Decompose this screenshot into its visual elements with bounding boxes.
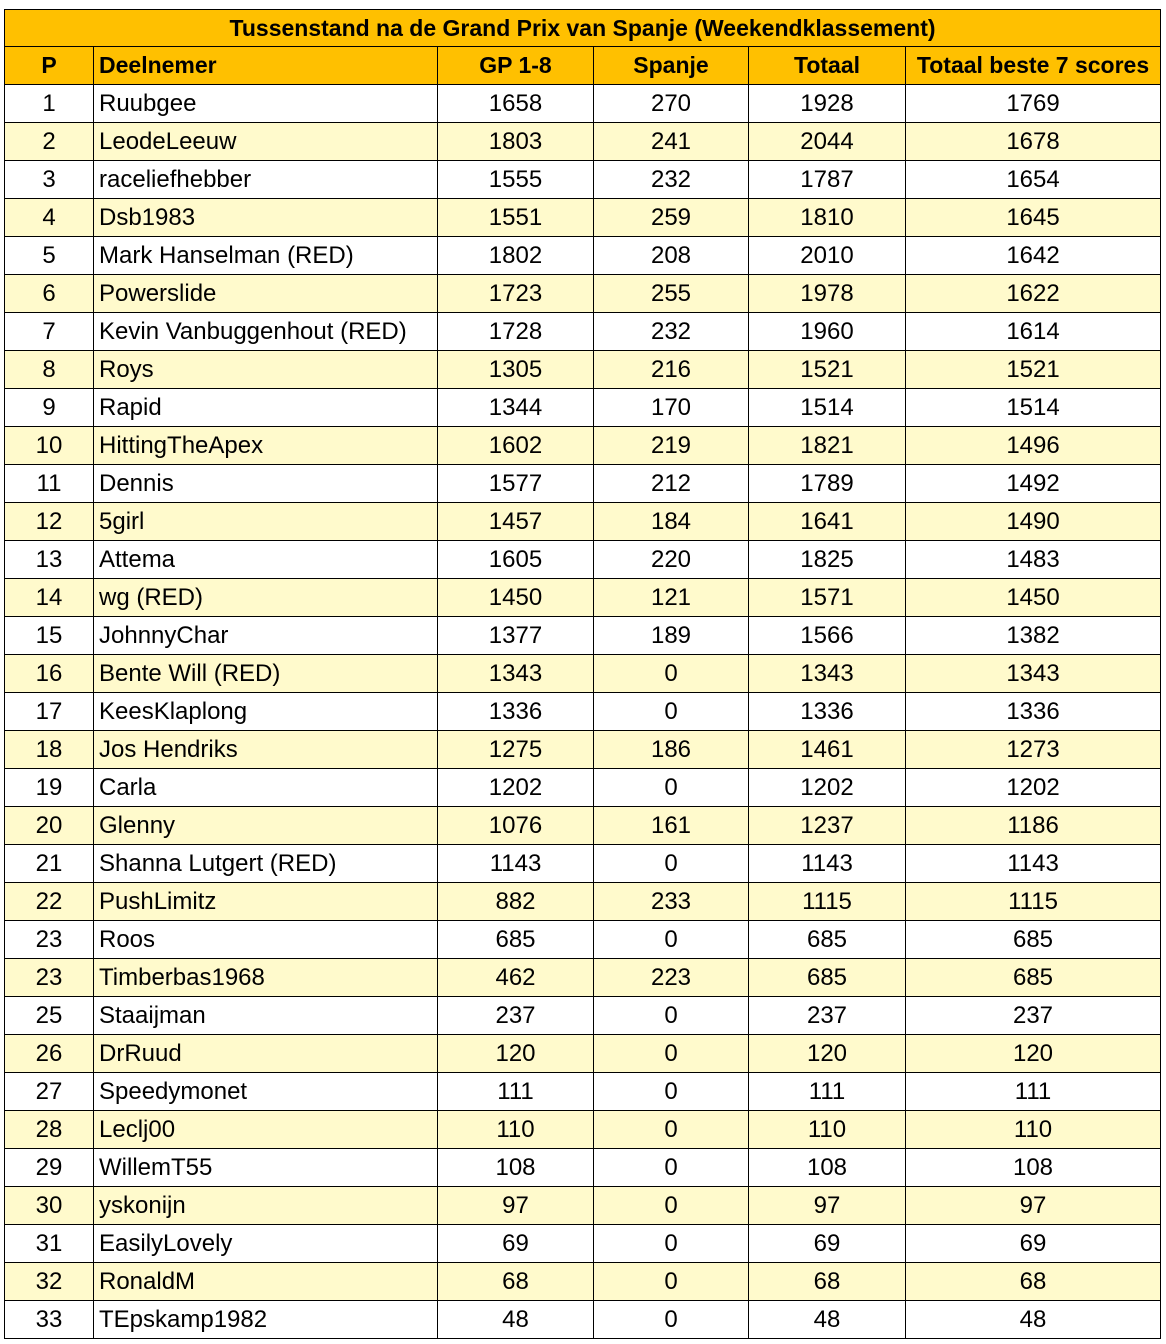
position-cell: 1 (5, 85, 94, 123)
position-cell: 33 (5, 1301, 94, 1339)
gp-1-8-cell: 1551 (438, 199, 594, 237)
spanje-cell: 189 (594, 617, 749, 655)
gp-1-8-cell: 685 (438, 921, 594, 959)
position-cell: 26 (5, 1035, 94, 1073)
position-cell: 10 (5, 427, 94, 465)
table-row (5, 389, 1161, 427)
table-row (5, 921, 1161, 959)
totaal-cell: 237 (749, 997, 906, 1035)
best-7-cell: 237 (906, 997, 1161, 1035)
table-row (5, 351, 1161, 389)
gp-1-8-cell: 69 (438, 1225, 594, 1263)
table-row (5, 883, 1161, 921)
table-row (5, 1111, 1161, 1149)
position-cell: 27 (5, 1073, 94, 1111)
table-row (5, 199, 1161, 237)
gp-1-8-cell: 111 (438, 1073, 594, 1111)
position-cell: 16 (5, 655, 94, 693)
position-cell: 31 (5, 1225, 94, 1263)
participant-cell: Rapid (94, 389, 438, 427)
table-row (5, 161, 1161, 199)
totaal-cell: 1821 (749, 427, 906, 465)
totaal-cell: 1978 (749, 275, 906, 313)
position-cell: 25 (5, 997, 94, 1035)
best-7-cell: 1202 (906, 769, 1161, 807)
totaal-cell: 1237 (749, 807, 906, 845)
best-7-cell: 685 (906, 959, 1161, 997)
position-cell: 29 (5, 1149, 94, 1187)
table-row (5, 655, 1161, 693)
totaal-cell: 1641 (749, 503, 906, 541)
best-7-cell: 1273 (906, 731, 1161, 769)
spanje-cell: 0 (594, 1301, 749, 1339)
spanje-cell: 121 (594, 579, 749, 617)
participant-cell: Leclj00 (94, 1111, 438, 1149)
best-7-cell: 108 (906, 1149, 1161, 1187)
participant-cell: Dsb1983 (94, 199, 438, 237)
best-7-cell: 1496 (906, 427, 1161, 465)
totaal-cell: 2010 (749, 237, 906, 275)
spanje-cell: 0 (594, 1187, 749, 1225)
spanje-cell: 186 (594, 731, 749, 769)
col-header-spanje: Spanje (594, 47, 749, 85)
position-cell: 20 (5, 807, 94, 845)
totaal-cell: 1810 (749, 199, 906, 237)
totaal-cell: 108 (749, 1149, 906, 1187)
gp-1-8-cell: 120 (438, 1035, 594, 1073)
best-7-cell: 69 (906, 1225, 1161, 1263)
table-row (5, 997, 1161, 1035)
position-cell: 13 (5, 541, 94, 579)
position-cell: 14 (5, 579, 94, 617)
participant-cell: Glenny (94, 807, 438, 845)
title-row (5, 10, 1161, 47)
totaal-cell: 69 (749, 1225, 906, 1263)
totaal-cell: 1787 (749, 161, 906, 199)
spanje-cell: 0 (594, 769, 749, 807)
table-row (5, 731, 1161, 769)
position-cell: 30 (5, 1187, 94, 1225)
gp-1-8-cell: 882 (438, 883, 594, 921)
gp-1-8-cell: 1343 (438, 655, 594, 693)
totaal-cell: 1825 (749, 541, 906, 579)
participant-cell: Kevin Vanbuggenhout (RED) (94, 313, 438, 351)
totaal-cell: 1566 (749, 617, 906, 655)
totaal-cell: 1514 (749, 389, 906, 427)
position-cell: 7 (5, 313, 94, 351)
gp-1-8-cell: 1377 (438, 617, 594, 655)
table-row (5, 1263, 1161, 1301)
spanje-cell: 161 (594, 807, 749, 845)
table-title: Tussenstand na de Grand Prix van Spanje (Weekendklassement) (5, 10, 1161, 47)
spanje-cell: 0 (594, 845, 749, 883)
position-cell: 11 (5, 465, 94, 503)
gp-1-8-cell: 1602 (438, 427, 594, 465)
spanje-cell: 216 (594, 351, 749, 389)
best-7-cell: 120 (906, 1035, 1161, 1073)
participant-cell: WillemT55 (94, 1149, 438, 1187)
gp-1-8-cell: 48 (438, 1301, 594, 1339)
spanje-cell: 232 (594, 161, 749, 199)
best-7-cell: 1654 (906, 161, 1161, 199)
totaal-cell: 1461 (749, 731, 906, 769)
col-header-best-7: Totaal beste 7 scores (906, 47, 1161, 85)
position-cell: 5 (5, 237, 94, 275)
participant-cell: Shanna Lutgert (RED) (94, 845, 438, 883)
table-row (5, 1225, 1161, 1263)
position-cell: 32 (5, 1263, 94, 1301)
spanje-cell: 170 (594, 389, 749, 427)
position-cell: 18 (5, 731, 94, 769)
table-row (5, 275, 1161, 313)
col-header-gp-1-8: GP 1-8 (438, 47, 594, 85)
participant-cell: RonaldM (94, 1263, 438, 1301)
position-cell: 12 (5, 503, 94, 541)
totaal-cell: 1571 (749, 579, 906, 617)
gp-1-8-cell: 1450 (438, 579, 594, 617)
spanje-cell: 0 (594, 1073, 749, 1111)
table-body (5, 85, 1161, 1339)
position-cell: 2 (5, 123, 94, 161)
position-cell: 15 (5, 617, 94, 655)
best-7-cell: 1450 (906, 579, 1161, 617)
participant-cell: 5girl (94, 503, 438, 541)
best-7-cell: 1614 (906, 313, 1161, 351)
totaal-cell: 1789 (749, 465, 906, 503)
col-header-position: P (5, 47, 94, 85)
gp-1-8-cell: 1344 (438, 389, 594, 427)
spanje-cell: 220 (594, 541, 749, 579)
table-row (5, 541, 1161, 579)
table-row (5, 693, 1161, 731)
position-cell: 28 (5, 1111, 94, 1149)
best-7-cell: 1115 (906, 883, 1161, 921)
col-header-participant: Deelnemer (94, 47, 438, 85)
table-row (5, 85, 1161, 123)
spanje-cell: 184 (594, 503, 749, 541)
position-cell: 4 (5, 199, 94, 237)
gp-1-8-cell: 1723 (438, 275, 594, 313)
gp-1-8-cell: 1658 (438, 85, 594, 123)
participant-cell: JohnnyChar (94, 617, 438, 655)
gp-1-8-cell: 1275 (438, 731, 594, 769)
table-row (5, 1301, 1161, 1339)
position-cell: 9 (5, 389, 94, 427)
participant-cell: TEpskamp1982 (94, 1301, 438, 1339)
totaal-cell: 68 (749, 1263, 906, 1301)
totaal-cell: 120 (749, 1035, 906, 1073)
spanje-cell: 0 (594, 1263, 749, 1301)
spanje-cell: 241 (594, 123, 749, 161)
best-7-cell: 97 (906, 1187, 1161, 1225)
best-7-cell: 111 (906, 1073, 1161, 1111)
best-7-cell: 1336 (906, 693, 1161, 731)
best-7-cell: 110 (906, 1111, 1161, 1149)
table-row (5, 1149, 1161, 1187)
gp-1-8-cell: 1076 (438, 807, 594, 845)
totaal-cell: 685 (749, 921, 906, 959)
best-7-cell: 48 (906, 1301, 1161, 1339)
totaal-cell: 1521 (749, 351, 906, 389)
spanje-cell: 0 (594, 921, 749, 959)
position-cell: 3 (5, 161, 94, 199)
totaal-cell: 1960 (749, 313, 906, 351)
participant-cell: Timberbas1968 (94, 959, 438, 997)
position-cell: 8 (5, 351, 94, 389)
totaal-cell: 1115 (749, 883, 906, 921)
participant-cell: yskonijn (94, 1187, 438, 1225)
totaal-cell: 1343 (749, 655, 906, 693)
totaal-cell: 685 (749, 959, 906, 997)
participant-cell: Powerslide (94, 275, 438, 313)
spanje-cell: 270 (594, 85, 749, 123)
table-row (5, 1035, 1161, 1073)
gp-1-8-cell: 237 (438, 997, 594, 1035)
participant-cell: LeodeLeeuw (94, 123, 438, 161)
participant-cell: Jos Hendriks (94, 731, 438, 769)
col-header-totaal: Totaal (749, 47, 906, 85)
best-7-cell: 1514 (906, 389, 1161, 427)
spanje-cell: 208 (594, 237, 749, 275)
gp-1-8-cell: 1605 (438, 541, 594, 579)
gp-1-8-cell: 1305 (438, 351, 594, 389)
table-row (5, 427, 1161, 465)
participant-cell: Dennis (94, 465, 438, 503)
spanje-cell: 223 (594, 959, 749, 997)
gp-1-8-cell: 97 (438, 1187, 594, 1225)
table-row (5, 1187, 1161, 1225)
position-cell: 23 (5, 921, 94, 959)
spanje-cell: 233 (594, 883, 749, 921)
table-row (5, 959, 1161, 997)
best-7-cell: 1645 (906, 199, 1161, 237)
participant-cell: PushLimitz (94, 883, 438, 921)
participant-cell: KeesKlaplong (94, 693, 438, 731)
spanje-cell: 212 (594, 465, 749, 503)
gp-1-8-cell: 110 (438, 1111, 594, 1149)
table-row (5, 845, 1161, 883)
best-7-cell: 1490 (906, 503, 1161, 541)
participant-cell: EasilyLovely (94, 1225, 438, 1263)
totaal-cell: 1202 (749, 769, 906, 807)
spanje-cell: 0 (594, 1149, 749, 1187)
best-7-cell: 1769 (906, 85, 1161, 123)
gp-1-8-cell: 1336 (438, 693, 594, 731)
totaal-cell: 48 (749, 1301, 906, 1339)
table-row (5, 769, 1161, 807)
best-7-cell: 1622 (906, 275, 1161, 313)
table-row (5, 123, 1161, 161)
spanje-cell: 0 (594, 997, 749, 1035)
header-row (5, 47, 1161, 85)
gp-1-8-cell: 1457 (438, 503, 594, 541)
position-cell: 17 (5, 693, 94, 731)
participant-cell: Mark Hanselman (RED) (94, 237, 438, 275)
participant-cell: Roys (94, 351, 438, 389)
table-row (5, 503, 1161, 541)
participant-cell: Staaijman (94, 997, 438, 1035)
best-7-cell: 1678 (906, 123, 1161, 161)
gp-1-8-cell: 1803 (438, 123, 594, 161)
table-row (5, 237, 1161, 275)
best-7-cell: 68 (906, 1263, 1161, 1301)
participant-cell: HittingTheApex (94, 427, 438, 465)
position-cell: 6 (5, 275, 94, 313)
best-7-cell: 1492 (906, 465, 1161, 503)
spanje-cell: 0 (594, 1111, 749, 1149)
gp-1-8-cell: 1555 (438, 161, 594, 199)
gp-1-8-cell: 1143 (438, 845, 594, 883)
spanje-cell: 0 (594, 655, 749, 693)
spanje-cell: 259 (594, 199, 749, 237)
position-cell: 23 (5, 959, 94, 997)
gp-1-8-cell: 1728 (438, 313, 594, 351)
spanje-cell: 0 (594, 1225, 749, 1263)
gp-1-8-cell: 1577 (438, 465, 594, 503)
position-cell: 21 (5, 845, 94, 883)
table-row (5, 313, 1161, 351)
totaal-cell: 110 (749, 1111, 906, 1149)
table-row (5, 465, 1161, 503)
totaal-cell: 97 (749, 1187, 906, 1225)
participant-cell: DrRuud (94, 1035, 438, 1073)
participant-cell: Bente Will (RED) (94, 655, 438, 693)
participant-cell: Ruubgee (94, 85, 438, 123)
totaal-cell: 1336 (749, 693, 906, 731)
best-7-cell: 1642 (906, 237, 1161, 275)
totaal-cell: 2044 (749, 123, 906, 161)
gp-1-8-cell: 68 (438, 1263, 594, 1301)
best-7-cell: 1143 (906, 845, 1161, 883)
standings-table (4, 9, 1161, 1339)
spanje-cell: 219 (594, 427, 749, 465)
participant-cell: Carla (94, 769, 438, 807)
best-7-cell: 1186 (906, 807, 1161, 845)
gp-1-8-cell: 1202 (438, 769, 594, 807)
position-cell: 22 (5, 883, 94, 921)
participant-cell: Attema (94, 541, 438, 579)
position-cell: 19 (5, 769, 94, 807)
spanje-cell: 232 (594, 313, 749, 351)
table-row (5, 579, 1161, 617)
spanje-cell: 0 (594, 1035, 749, 1073)
table-row (5, 1073, 1161, 1111)
best-7-cell: 1483 (906, 541, 1161, 579)
spanje-cell: 255 (594, 275, 749, 313)
gp-1-8-cell: 108 (438, 1149, 594, 1187)
totaal-cell: 111 (749, 1073, 906, 1111)
participant-cell: wg (RED) (94, 579, 438, 617)
best-7-cell: 685 (906, 921, 1161, 959)
best-7-cell: 1343 (906, 655, 1161, 693)
best-7-cell: 1521 (906, 351, 1161, 389)
totaal-cell: 1928 (749, 85, 906, 123)
table-row (5, 617, 1161, 655)
gp-1-8-cell: 1802 (438, 237, 594, 275)
table-row (5, 807, 1161, 845)
participant-cell: Roos (94, 921, 438, 959)
spanje-cell: 0 (594, 693, 749, 731)
participant-cell: Speedymonet (94, 1073, 438, 1111)
totaal-cell: 1143 (749, 845, 906, 883)
best-7-cell: 1382 (906, 617, 1161, 655)
participant-cell: raceliefhebber (94, 161, 438, 199)
gp-1-8-cell: 462 (438, 959, 594, 997)
